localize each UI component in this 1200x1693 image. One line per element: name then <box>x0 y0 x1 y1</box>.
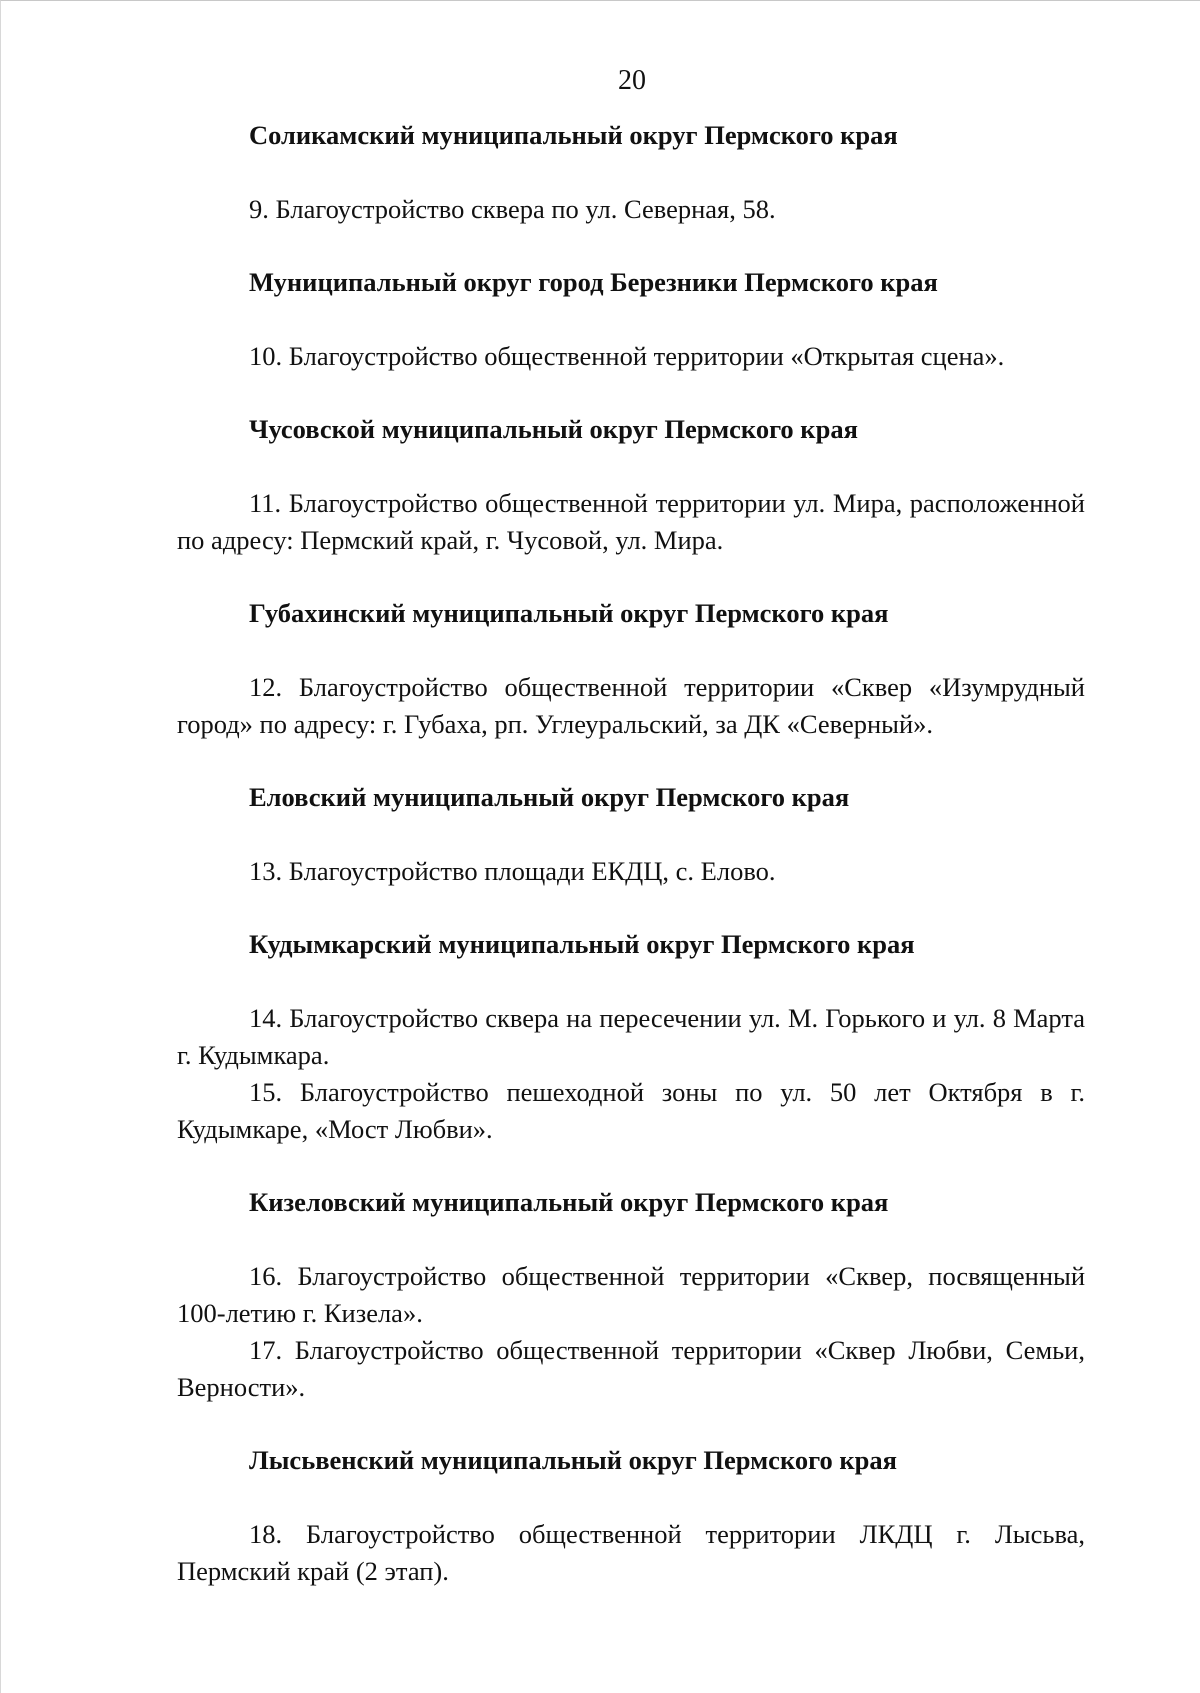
list-item: 13. Благоустройство площади ЕКДЦ, с. Елово. <box>249 856 776 886</box>
list-item: 16. Благоустройство общественной территории «Сквер, посвященный 100-летию г. Кизела». <box>177 1261 1085 1328</box>
section-title: Соликамский муниципальный округ Пермского края <box>249 120 898 150</box>
section-elovo <box>177 779 1085 890</box>
section-title: Еловский муниципальный округ Пермского края <box>249 782 850 812</box>
section-kizel <box>177 1184 1085 1406</box>
section-chusovoy <box>177 411 1085 559</box>
section-lysva <box>177 1442 1085 1590</box>
list-item: 11. Благоустройство общественной территории ул. Мира, расположенной по адресу: Пермский край, г. Чусовой, ул. Мира. <box>177 488 1085 555</box>
list-item: 10. Благоустройство общественной территории «Открытая сцена». <box>249 341 1005 371</box>
list-item: 15. Благоустройство пешеходной зоны по ул. 50 лет Октября в г. Кудымкаре, «Мост Любви». <box>177 1077 1085 1144</box>
section-gubakha <box>177 595 1085 743</box>
document-body <box>177 117 1085 1626</box>
section-title: Кудымкарский муниципальный округ Пермского края <box>249 929 915 959</box>
list-item: 14. Благоустройство сквера на пересечении ул. М. Горького и ул. 8 Марта г. Кудымкара. <box>177 1003 1085 1070</box>
list-item: 17. Благоустройство общественной территории «Сквер Любви, Семьи, Верности». <box>177 1335 1085 1402</box>
section-title: Чусовской муниципальный округ Пермского края <box>249 414 858 444</box>
section-solikamsk <box>177 117 1085 228</box>
list-item: 12. Благоустройство общественной территории «Сквер «Изумрудный город» по адресу: г. Губаха, рп. Углеуральский, за ДК «Северный». <box>177 672 1085 739</box>
section-kudymkar <box>177 926 1085 1148</box>
page-number: 20 <box>618 65 646 96</box>
section-berezniki <box>177 264 1085 375</box>
list-item: 18. Благоустройство общественной территории ЛКДЦ г. Лысьва, Пермский край (2 этап). <box>177 1519 1085 1586</box>
section-title: Муниципальный округ город Березники Пермского края <box>249 267 938 297</box>
section-title: Губахинский муниципальный округ Пермского края <box>249 598 889 628</box>
list-item: 9. Благоустройство сквера по ул. Северная, 58. <box>249 194 776 224</box>
section-title: Кизеловский муниципальный округ Пермского края <box>249 1187 889 1217</box>
section-title: Лысьвенский муниципальный округ Пермского края <box>249 1445 897 1475</box>
